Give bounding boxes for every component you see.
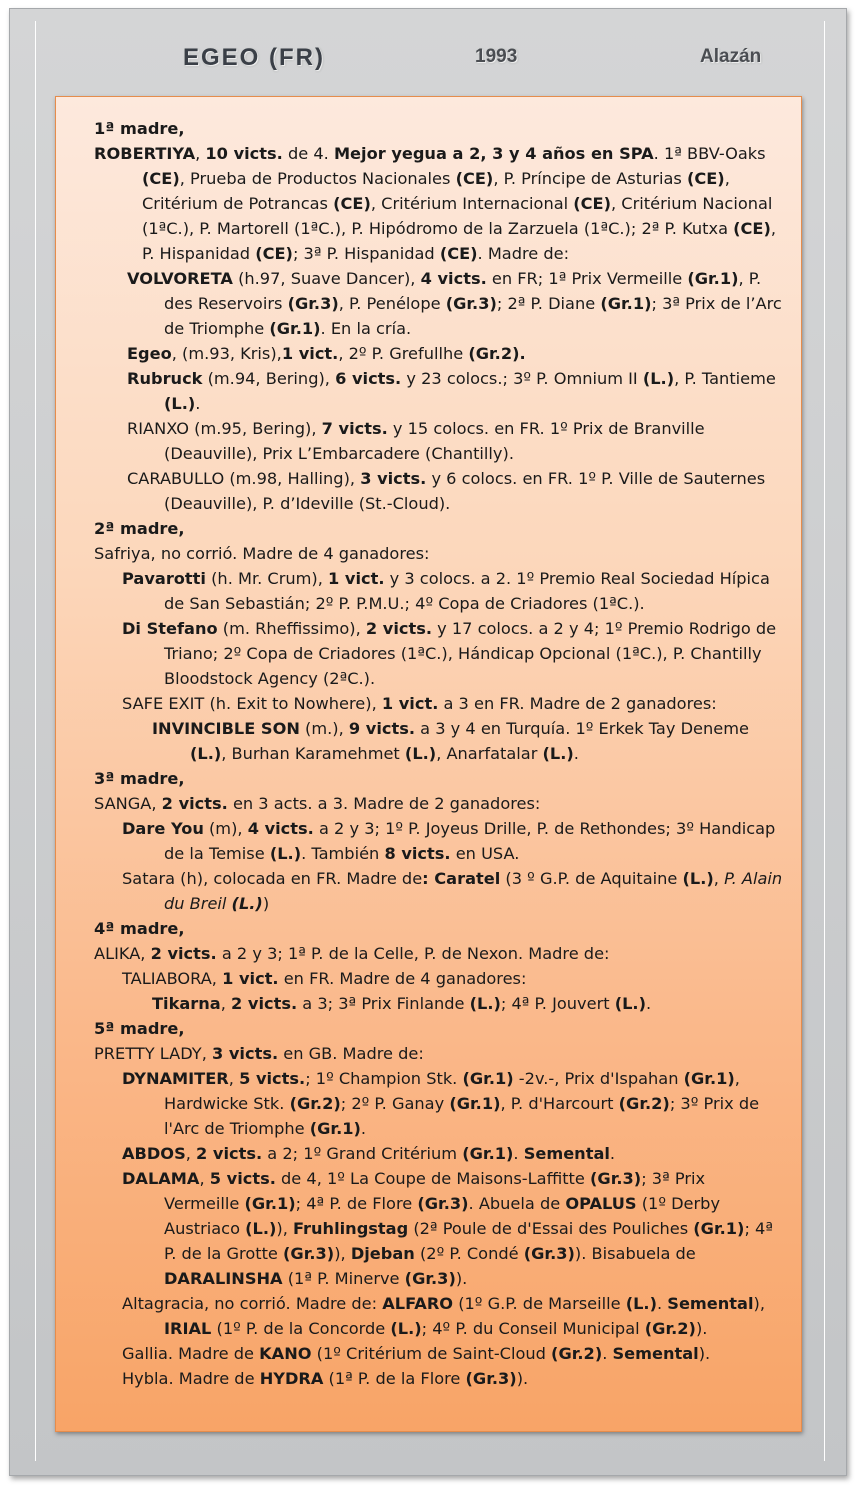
- pedigree-content: [94, 116, 784, 1391]
- pedigree-entry: ALIKA, 2 victs. a 2 y 3; 1ª P. de la Celle, P. de Nexon. Madre de:: [94, 944, 610, 963]
- pedigree-entry: INVINCIBLE SON (m.), 9 victs. a 3 y 4 en Turquía. 1º Erkek Tay Deneme (L.), Burhan Karamehmet (L.), Anarfatalar (L.).: [152, 719, 749, 763]
- pedigree-entry: ABDOS, 2 victs. a 2; 1º Grand Critérium (Gr.1). Semental.: [122, 1144, 616, 1163]
- pedigree-entry: Rubruck (m.94, Bering), 6 victs. y 23 colocs.; 3º P. Omnium II (L.), P. Tantieme (L.).: [127, 369, 776, 413]
- section-title: 2ª madre,: [94, 519, 185, 538]
- coat-color: Alazán: [700, 46, 762, 67]
- birth-year: 1993: [475, 46, 518, 67]
- pedigree-entry: CARABULLO (m.98, Halling), 3 victs. y 6 colocs. en FR. 1º P. Ville de Sauternes (Deauville), P. d’Ideville (St.-Cloud).: [127, 469, 766, 513]
- pedigree-entry: PRETTY LADY, 3 victs. en GB. Madre de:: [94, 1044, 424, 1063]
- pedigree-entry: Pavarotti (h. Mr. Crum), 1 vict. y 3 colocs. a 2. 1º Premio Real Sociedad Hípica de San Sebastián; 2º P. P.M.U.; 4º Copa de Criadores (1ªC.).: [122, 569, 770, 613]
- pedigree-entry: Dare You (m), 4 victs. a 2 y 3; 1º P. Joyeus Drille, P. de Rethondes; 3º Handicap de la Temise (L.). También 8 victs. en USA.: [122, 819, 776, 863]
- pedigree-entry: Satara (h), colocada en FR. Madre de: Caratel (3 º G.P. de Aquitaine (L.), P. Alain du Breil (L.)): [122, 869, 783, 913]
- pedigree-entry: Hybla. Madre de HYDRA (1ª P. de la Flore (Gr.3)).: [122, 1369, 529, 1388]
- pedigree-entry: SANGA, 2 victs. en 3 acts. a 3. Madre de 2 ganadores:: [94, 794, 541, 813]
- pedigree-entry: ROBERTIYA, 10 victs. de 4. Mejor yegua a 2, 3 y 4 años en SPA. 1ª BBV-Oaks (CE), Prueba de Productos Nacionales (CE), P. Príncipe de Asturias (CE), Critérium de Potrancas (CE), Critérium Internacional (CE), Critérium Nacional (1ªC.), P. Martorell (1ªC.), P. Hipódromo de la Zarzuela (1ªC.); 2ª P. Kutxa (CE), P. Hispanidad (CE); 3ª P. Hispanidad (CE). Madre de:: [94, 144, 777, 263]
- section-title: 5ª madre,: [94, 1019, 185, 1038]
- pedigree-entry: Gallia. Madre de KANO (1º Critérium de Saint-Cloud (Gr.2). Semental).: [122, 1344, 711, 1363]
- pedigree-entry: RIANXO (m.95, Bering), 7 victs. y 15 colocs. en FR. 1º Prix de Branville (Deauville), Prix L’Embarcadere (Chantilly).: [127, 419, 705, 463]
- pedigree-entry: Safriya, no corrió. Madre de 4 ganadores:: [94, 544, 430, 563]
- pedigree-entry: Egeo, (m.93, Kris),1 vict., 2º P. Grefullhe (Gr.2).: [127, 344, 526, 363]
- horse-name: EGEO (FR): [183, 44, 325, 71]
- pedigree-entry: Altagracia, no corrió. Madre de: ALFARO (1º G.P. de Marseille (L.). Semental), IRIAL (1º P. de la Concorde (L.); 4º P. du Conseil Municipal (Gr.2)).: [122, 1294, 765, 1338]
- pedigree-entry: TALIABORA, 1 vict. en FR. Madre de 4 ganadores:: [122, 969, 527, 988]
- section-title: 1ª madre,: [94, 119, 185, 138]
- section-title: 3ª madre,: [94, 769, 185, 788]
- pedigree-entry: DYNAMITER, 5 victs.; 1º Champion Stk. (Gr.1) -2v.-, Prix d'Ispahan (Gr.1), Hardwicke Stk. (Gr.2); 2º P. Ganay (Gr.1), P. d'Harcourt (Gr.2); 3º Prix de l'Arc de Triomphe (Gr.1).: [122, 1069, 760, 1138]
- pedigree-entry: VOLVORETA (h.97, Suave Dancer), 4 victs. en FR; 1ª Prix Vermeille (Gr.1), P. des Reservoirs (Gr.3), P. Penélope (Gr.3); 2ª P. Diane (Gr.1); 3ª Prix de l’Arc de Triomphe (Gr.1). En la cría.: [127, 269, 782, 338]
- pedigree-entry: Tikarna, 2 victs. a 3; 3ª Prix Finlande (L.); 4ª P. Jouvert (L.).: [152, 994, 652, 1013]
- section-title: 4ª madre,: [94, 919, 185, 938]
- pedigree-entry: SAFE EXIT (h. Exit to Nowhere), 1 vict. a 3 en FR. Madre de 2 ganadores:: [122, 694, 717, 713]
- pedigree-entry: Di Stefano (m. Rheffissimo), 2 victs. y 17 colocs. a 2 y 4; 1º Premio Rodrigo de Triano; 2º Copa de Criadores (1ªC.), Hándicap Opcional (1ªC.), P. Chantilly Bloodstock Agency (2ªC.).: [122, 619, 777, 688]
- pedigree-entry: DALAMA, 5 victs. de 4, 1º La Coupe de Maisons-Laffitte (Gr.3); 3ª Prix Vermeille (Gr.1); 4ª P. de Flore (Gr.3). Abuela de OPALUS (1º Derby Austriaco (L.)), Fruhlingstag (2ª Poule de d'Essai des Pouliches (Gr.1); 4ª P. de la Grotte (Gr.3)), Djeban (2º P. Condé (Gr.3)). Bisabuela de DARALINSHA (1ª P. Minerve (Gr.3)).: [122, 1169, 773, 1288]
